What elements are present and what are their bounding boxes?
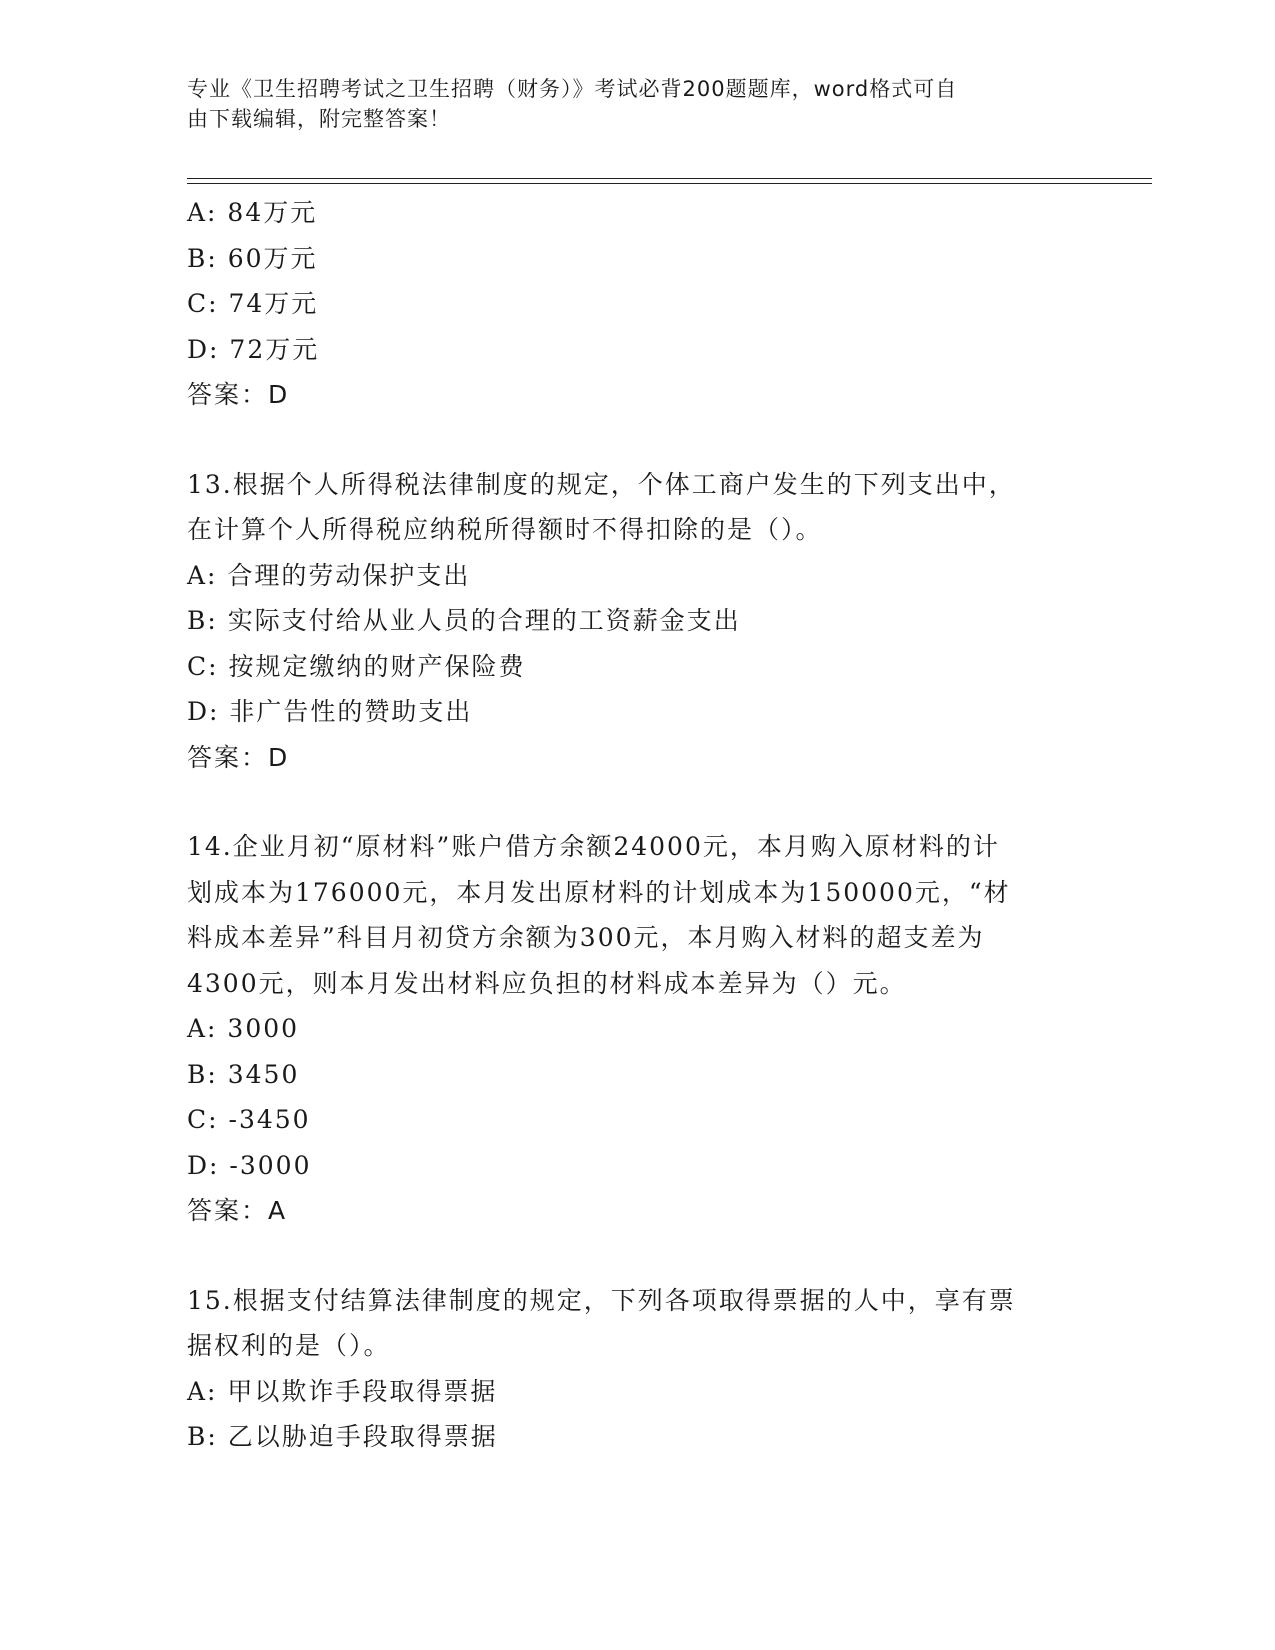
question-list bbox=[187, 190, 1087, 1460]
document-header bbox=[187, 74, 1077, 134]
header-divider-top bbox=[187, 178, 1152, 179]
question-12 bbox=[187, 190, 1087, 418]
header-divider-bottom bbox=[187, 183, 1152, 184]
question-spacer bbox=[187, 780, 1087, 824]
header-line-1: 专业《卫生招聘考试之卫生招聘（财务）》考试必背200题题库，word格式可自 bbox=[187, 77, 958, 101]
option-c: C: -3450 bbox=[187, 1105, 311, 1134]
option-a: A: 3000 bbox=[187, 1014, 300, 1043]
question-14 bbox=[187, 824, 1087, 1234]
question-stem bbox=[187, 824, 1087, 1006]
answer: 答案：A bbox=[187, 1196, 288, 1225]
header-line-2: 由下载编辑，附完整答案！ bbox=[187, 107, 451, 131]
option-b: B: 60万元 bbox=[187, 243, 318, 273]
stem-line: 在计算个人所得税应纳税所得额时不得扣除的是（）。 bbox=[187, 515, 823, 544]
question-stem bbox=[187, 462, 1087, 553]
question-stem bbox=[187, 1278, 1087, 1369]
stem-line: 13.根据个人所得税法律制度的规定，个体工商户发生的下列支出中， bbox=[187, 469, 1016, 499]
option-d: D: 72万元 bbox=[187, 334, 320, 364]
stem-line: 14.企业月初“原材料”账户借方余额24000元，本月购入原材料的计 bbox=[187, 832, 1000, 861]
option-b: B: 实际支付给从业人员的合理的工资薪金支出 bbox=[187, 606, 741, 635]
stem-line: 划成本为176000元，本月发出原材料的计划成本为150000元，“材 bbox=[187, 877, 1011, 907]
option-c: C: 按规定缴纳的财产保险费 bbox=[187, 651, 526, 681]
stem-line: 4300元，则本月发出材料应负担的材料成本差异为（）元。 bbox=[187, 968, 907, 998]
question-spacer bbox=[187, 1234, 1087, 1278]
stem-line: 料成本差异”科目月初贷方余额为300元，本月购入材料的超支差为 bbox=[187, 923, 985, 952]
answer: 答案：D bbox=[187, 742, 290, 772]
option-b: B: 乙以胁迫手段取得票据 bbox=[187, 1422, 498, 1451]
option-a: A: 甲以欺诈手段取得票据 bbox=[187, 1376, 498, 1406]
question-13 bbox=[187, 462, 1087, 781]
option-d: D: 非广告性的赞助支出 bbox=[187, 697, 473, 726]
option-a: A: 合理的劳动保护支出 bbox=[187, 560, 471, 590]
stem-line: 15.根据支付结算法律制度的规定，下列各项取得票据的人中，享有票 bbox=[187, 1285, 1016, 1315]
option-d: D: -3000 bbox=[187, 1150, 312, 1180]
stem-line: 据权利的是（）。 bbox=[187, 1331, 391, 1360]
option-b: B: 3450 bbox=[187, 1059, 300, 1089]
question-15 bbox=[187, 1278, 1087, 1460]
option-a: A: 84万元 bbox=[187, 198, 318, 227]
question-spacer bbox=[187, 418, 1087, 462]
option-c: C: 74万元 bbox=[187, 289, 319, 318]
answer: 答案：D bbox=[187, 380, 290, 409]
